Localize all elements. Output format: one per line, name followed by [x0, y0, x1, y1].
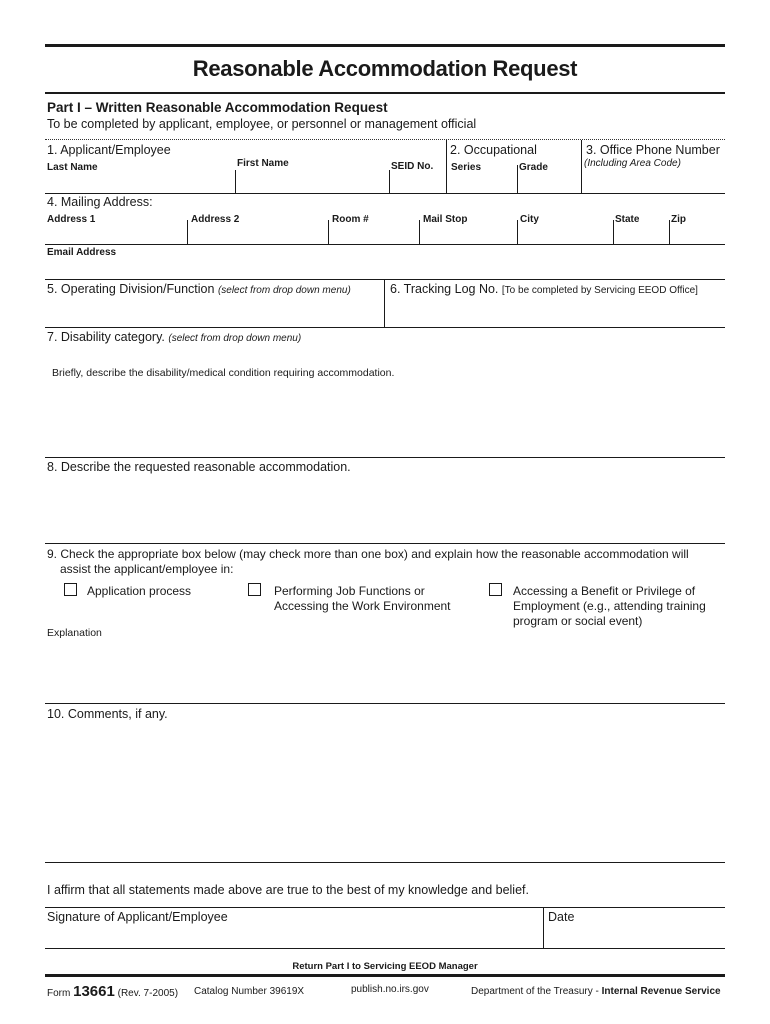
- catalog-number: Catalog Number 39619X: [194, 986, 305, 997]
- operating-division-note: (select from drop down menu): [217, 285, 351, 296]
- return-note: Return Part I to Servicing EEOD Manager: [292, 961, 478, 972]
- part1-instruction: To be completed by applicant, employee, or personnel or management official: [47, 117, 477, 131]
- office-phone-label: 3. Office Phone Number: [586, 143, 720, 157]
- divider: [187, 220, 188, 244]
- form-id: [47, 983, 178, 1000]
- job-functions-label-2: Accessing the Work Environment: [274, 599, 451, 613]
- check-box-instruction: 9. Check the appropriate box below (may check more than one box) and explain how the reasonable accommodation will: [47, 547, 689, 561]
- divider: [389, 170, 390, 193]
- row-rule: [45, 948, 725, 949]
- seid-label: SEID No.: [391, 161, 434, 172]
- row-rule: [45, 862, 725, 863]
- divider: [419, 220, 420, 244]
- disability-category-note: (select from drop down menu): [168, 333, 302, 344]
- top-rule: [45, 44, 725, 47]
- applicant-employee-label: 1. Applicant/Employee: [47, 143, 171, 157]
- benefit-privilege-checkbox[interactable]: [489, 583, 502, 596]
- comments-label: 10. Comments, if any.: [47, 707, 168, 721]
- disability-category-text: 7. Disability category.: [47, 330, 165, 344]
- zip-label: Zip: [671, 214, 686, 225]
- operating-division-text: 5. Operating Division/Function: [47, 282, 215, 296]
- job-functions-checkbox[interactable]: [248, 583, 261, 596]
- first-name-label: First Name: [237, 158, 289, 169]
- row-rule: [45, 279, 725, 280]
- series-label: Series: [451, 162, 482, 173]
- phone-note: (Including Area Code): [584, 158, 681, 169]
- affirmation-text: I affirm that all statements made above are true to the best of my knowledge and belief.: [47, 883, 529, 897]
- row-rule: [45, 907, 725, 908]
- part1-heading: Part I – Written Reasonable Accommodation Request: [47, 100, 388, 115]
- divider: [446, 140, 447, 193]
- divider: [581, 140, 582, 193]
- disability-category-label: [47, 330, 301, 344]
- city-label: City: [520, 214, 539, 225]
- email-label: Email Address: [47, 247, 117, 258]
- department-text: Department of the Treasury -: [471, 986, 602, 997]
- form-prefix: Form: [47, 988, 71, 999]
- benefit-privilege-label-1: Accessing a Benefit or Privilege of: [513, 584, 696, 598]
- mail-stop-label: Mail Stop: [423, 214, 468, 225]
- divider: [328, 220, 329, 244]
- divider: [384, 280, 385, 327]
- bottom-rule: [45, 974, 725, 977]
- divider: [517, 220, 518, 244]
- form-number: 13661: [73, 983, 115, 1000]
- mailing-address-label: 4. Mailing Address:: [47, 195, 153, 209]
- row-rule: [45, 193, 725, 194]
- divider: [613, 220, 614, 244]
- form-revision: (Rev. 7-2005): [117, 988, 179, 999]
- date-label: Date: [548, 910, 575, 924]
- requested-accommodation-label: 8. Describe the requested reasonable accommodation.: [47, 460, 351, 474]
- explanation-label: Explanation: [47, 627, 102, 639]
- divider: [235, 170, 236, 193]
- divider: [517, 165, 518, 193]
- title-rule: [45, 92, 725, 94]
- tracking-log-label: [390, 282, 698, 296]
- signature-label: Signature of Applicant/Employee: [47, 910, 228, 924]
- grade-label: Grade: [519, 162, 548, 173]
- row-rule: [45, 244, 725, 245]
- row-rule: [45, 457, 725, 458]
- application-process-label: Application process: [87, 584, 192, 598]
- tracking-log-text: 6. Tracking Log No.: [390, 282, 499, 296]
- job-functions-label-1: Performing Job Functions or: [274, 584, 425, 598]
- address2-label: Address 2: [191, 214, 240, 225]
- application-process-checkbox[interactable]: [64, 583, 77, 596]
- divider: [669, 220, 670, 244]
- check-box-instruction-2: assist the applicant/employee in:: [60, 562, 234, 576]
- row-rule: [45, 543, 725, 544]
- state-label: State: [615, 214, 640, 225]
- benefit-privilege-label-2: Employment (e.g., attending training: [513, 599, 706, 613]
- occupational-label: 2. Occupational: [450, 143, 537, 157]
- publish-url: publish.no.irs.gov: [351, 984, 429, 995]
- department: [471, 986, 721, 997]
- last-name-label: Last Name: [47, 162, 98, 173]
- room-label: Room #: [332, 214, 369, 225]
- tracking-log-note: [To be completed by Servicing EEOD Office]: [501, 285, 698, 296]
- disability-describe-label: Briefly, describe the disability/medical condition requiring accommodation.: [52, 367, 395, 379]
- operating-division-label: [47, 282, 351, 296]
- address1-label: Address 1: [47, 214, 96, 225]
- row-rule: [45, 703, 725, 704]
- row-rule: [45, 327, 725, 328]
- benefit-privilege-label-3: program or social event): [513, 614, 643, 628]
- dotted-rule: [45, 139, 725, 140]
- agency-text: Internal Revenue Service: [601, 986, 721, 997]
- form-title: Reasonable Accommodation Request: [192, 56, 578, 81]
- divider: [543, 908, 544, 948]
